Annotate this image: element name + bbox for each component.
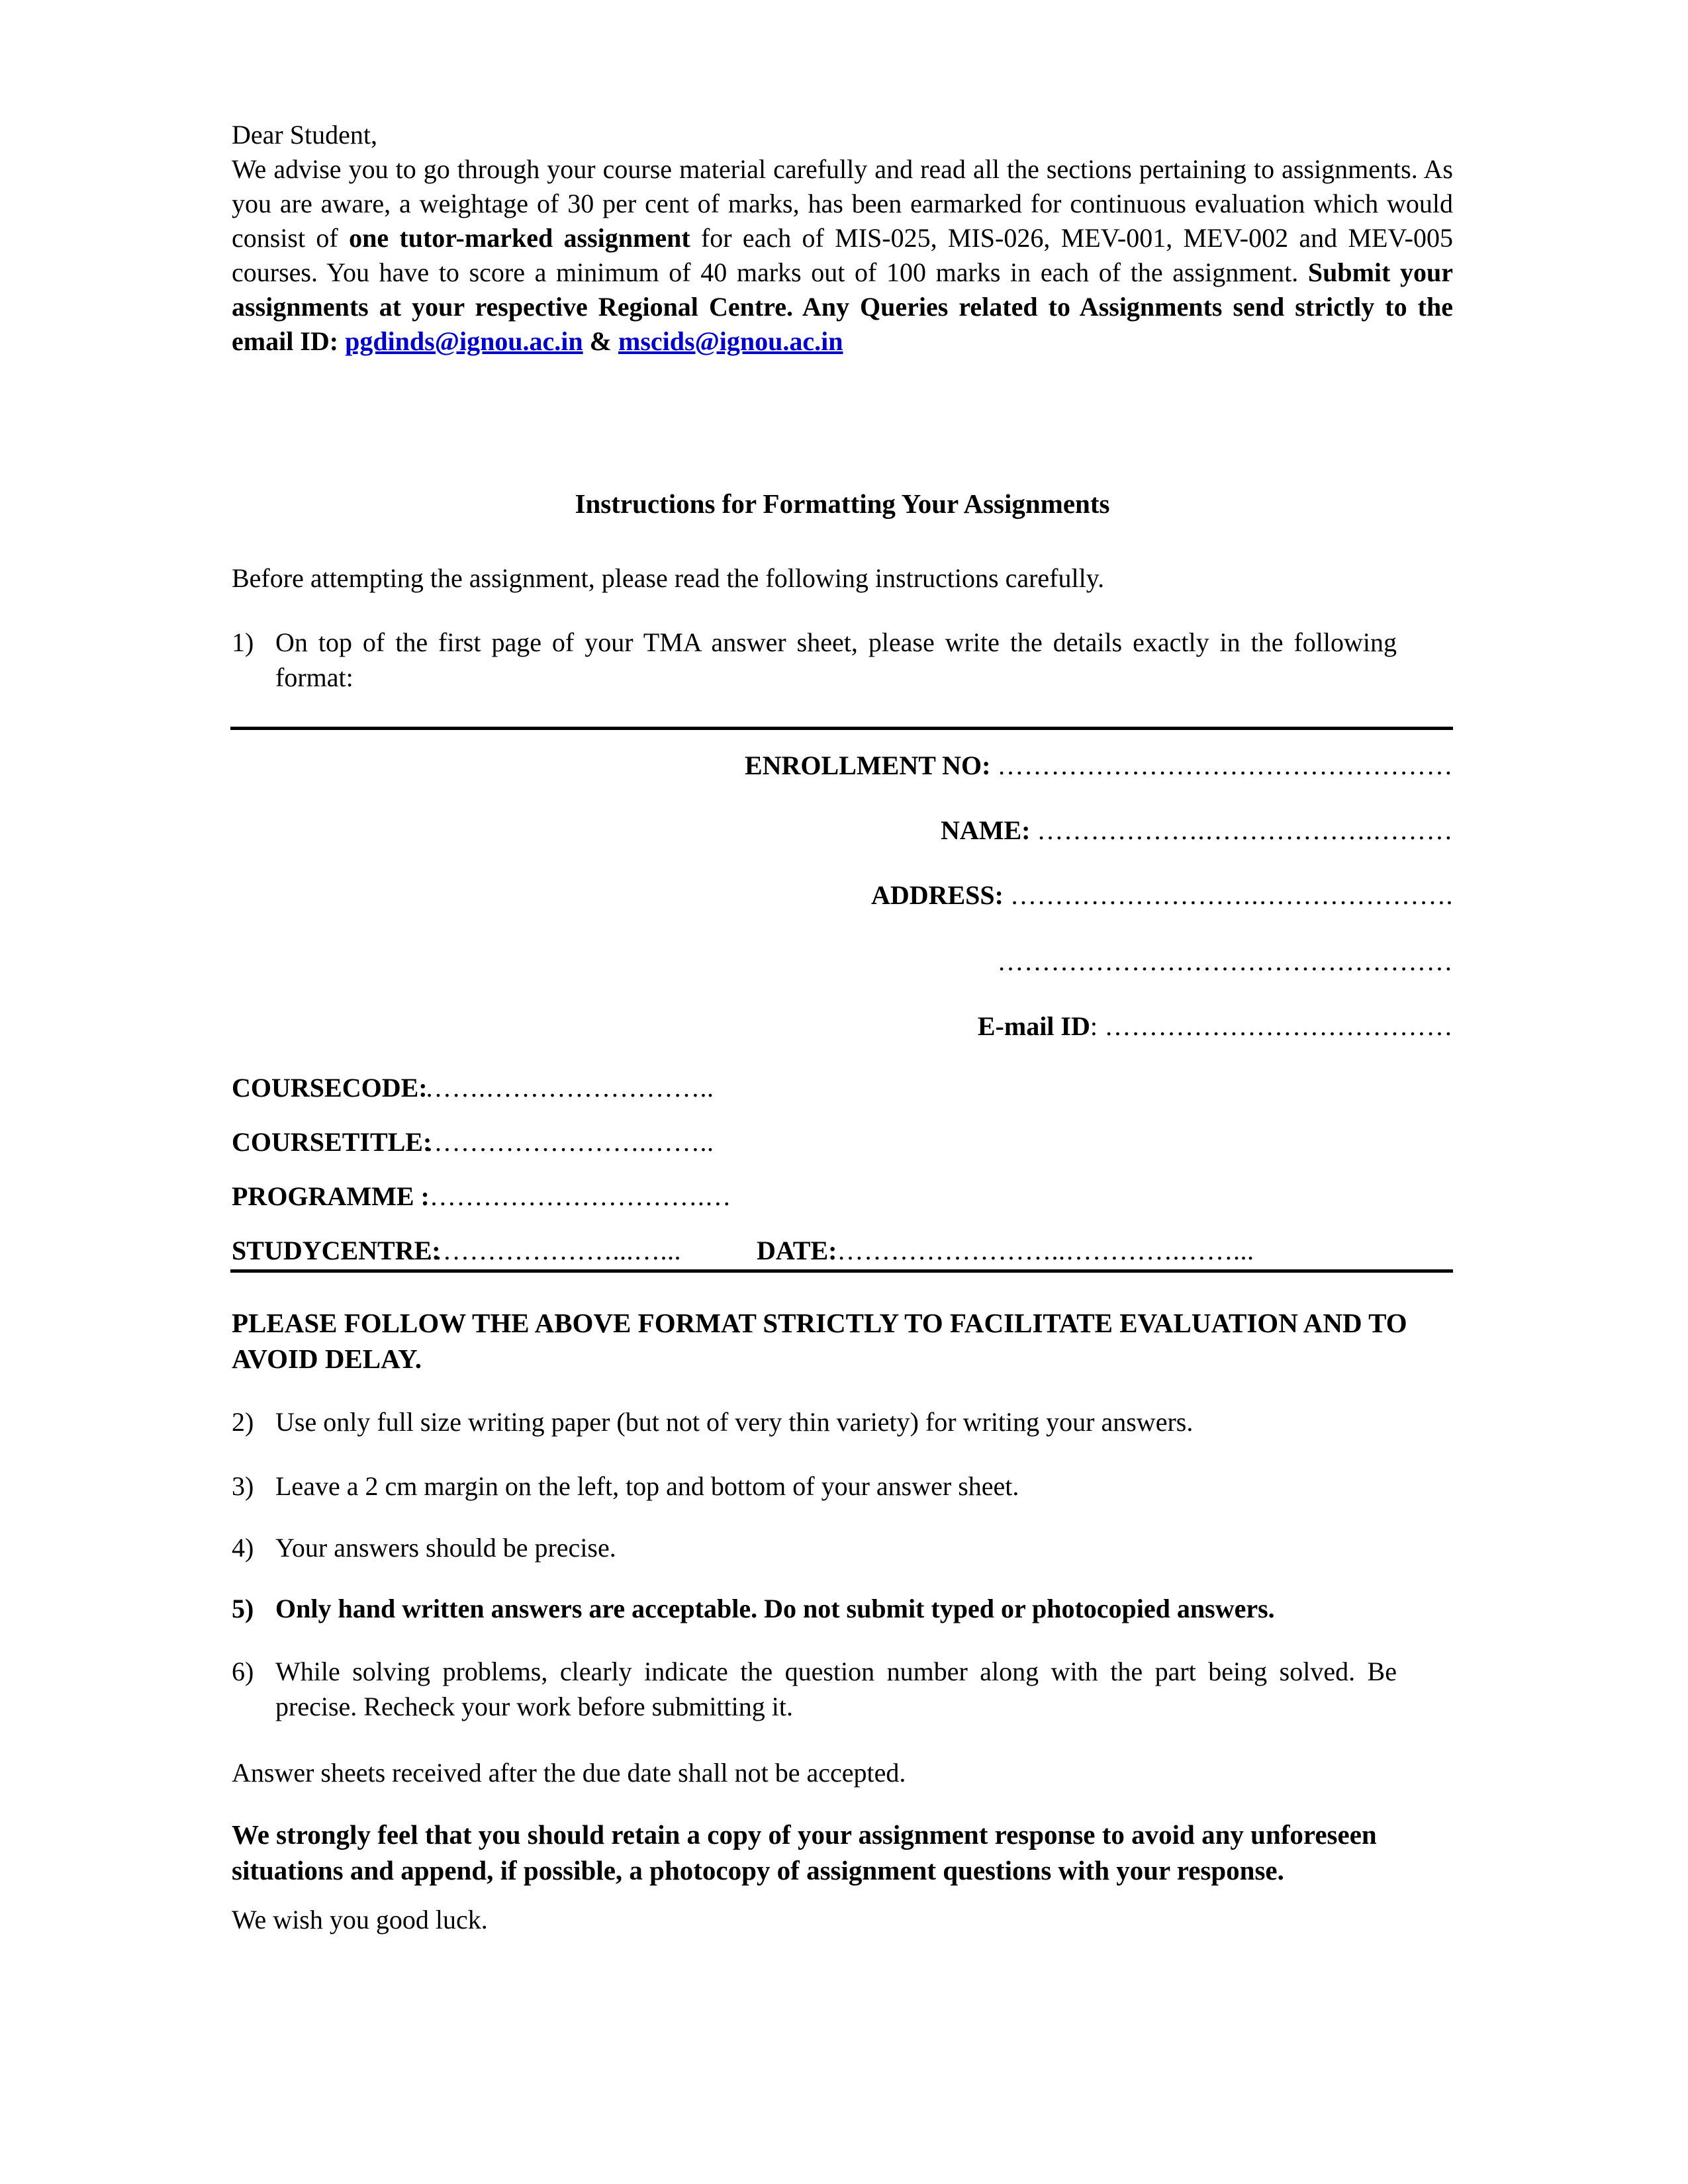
intro-text-part2: for each of MIS-025, MIS-026, MEV-001, MEV-002 and MEV-005 courses. You have to score a minimum of 40 marks out of 100 marks in each of the assignment. (232, 223, 1454, 287)
intro-letter (232, 118, 1453, 359)
email-link-pgdinds[interactable]: pgdinds@ignou.ac.in (345, 326, 583, 356)
field-label-name: NAME: (940, 815, 1031, 845)
field-label-course-code: COURSECODE: (232, 1073, 428, 1103)
intro-paragraph (232, 152, 1453, 359)
late-submission-note: Answer sheets received after the due date shall not be accepted. (232, 1758, 906, 1788)
field-label-date: DATE: (757, 1236, 837, 1265)
list-item-text: On top of the first page of your TMA answer sheet, please write the details exactly in the following format: (275, 627, 1397, 692)
field-label-enrollment-no: ENROLLMENT NO: (744, 751, 991, 780)
form-top-rule (230, 727, 1453, 730)
field-course-title (232, 1126, 714, 1158)
field-label-programme: PROGRAMME : (232, 1181, 430, 1211)
list-item (232, 1655, 1397, 1725)
list-item-marker: 2) (232, 1407, 254, 1437)
list-item-marker: 4) (232, 1533, 254, 1563)
field-dots-address[interactable]: ……………………….…………………. (1010, 880, 1453, 910)
format-warning-notice: PLEASE FOLLOW THE ABOVE FORMAT STRICTLY TO FACILITATE EVALUATION AND TO AVOID DELAY. (232, 1308, 1407, 1375)
intro-bold-submit: Submit your assignments at your respective Regional Centre. Any Queries related to Assignments send strictly to the email ID: (232, 257, 1454, 356)
intro-text-part1: We advise you to go through your course material carefully and read all the sections pertaining to assignments. As you are aware, a weightage of 30 per cent of marks, has been earmarked for continuous evaluation which would consist of (232, 154, 1453, 253)
field-label-address: ADDRESS: (870, 880, 1004, 910)
list-item-text: Only hand written answers are acceptable. Do not submit typed or photocopied answers. (275, 1594, 1275, 1623)
field-address (871, 880, 1453, 911)
list-item (232, 1469, 1423, 1504)
field-dots-date[interactable]: ……………………..………….……... (837, 1236, 1254, 1265)
before-attempting-note: Before attempting the assignment, please read the following instructions carefully. (232, 563, 1105, 593)
list-item-marker: 6) (232, 1657, 254, 1686)
list-item-text: Use only full size writing paper (but not of very thin variety) for writing your answers. (275, 1407, 1194, 1437)
field-email-separator: : (1090, 1011, 1098, 1041)
list-item-marker: 3) (232, 1471, 254, 1501)
list-item (232, 1531, 1423, 1566)
field-dots-programme[interactable]: ………………………….… (429, 1181, 731, 1211)
field-dots-email-id[interactable]: ………………………………… (1104, 1011, 1453, 1041)
list-item (232, 1405, 1423, 1440)
field-dots-name[interactable]: ……………….……………….……… (1037, 815, 1453, 845)
field-dots-course-title[interactable]: …………………….…….. (425, 1127, 714, 1157)
field-dots-study-centre[interactable]: …………………...…... (425, 1236, 681, 1265)
field-dots-address-line2[interactable]: …………………………………………… (997, 946, 1453, 976)
list-item-text: Leave a 2 cm margin on the left, top and bottom of your answer sheet. (275, 1471, 1019, 1501)
field-name (941, 815, 1453, 846)
form-bottom-rule (230, 1269, 1453, 1273)
field-study-centre-and-date (232, 1235, 1254, 1266)
list-item-marker: 5) (232, 1594, 254, 1623)
field-enrollment-no (745, 750, 1453, 781)
retain-copy-note: We strongly feel that you should retain a copy of your assignment response to avoid any unforeseen situations and append, if possible, a photocopy of assignment questions with your response. (232, 1819, 1377, 1886)
intro-bold-tutor-marked: one tutor-marked assignment (349, 223, 690, 253)
good-luck-note: We wish you good luck. (232, 1905, 488, 1934)
list-item-text: Your answers should be precise. (275, 1533, 616, 1563)
field-label-email-id: E-mail ID (977, 1011, 1090, 1041)
field-label-study-centre: STUDYCENTRE: (232, 1236, 441, 1265)
email-ampersand: & (583, 326, 618, 356)
field-course-code (232, 1072, 714, 1103)
salutation: Dear Student, (232, 120, 377, 150)
field-label-course-title: COURSETITLE: (232, 1127, 432, 1157)
field-programme (232, 1181, 731, 1212)
list-item-marker: 1) (232, 627, 254, 657)
list-item (232, 1592, 1423, 1627)
field-address-line2 (998, 946, 1454, 977)
email-link-mscids[interactable]: mscids@ignou.ac.in (618, 326, 843, 356)
list-item-text: While solving problems, clearly indicate the question number along with the part being solved. Be precise. Recheck your work before submitting it. (275, 1657, 1397, 1721)
page-title: Instructions for Formatting Your Assignments (575, 488, 1110, 519)
list-item (232, 625, 1397, 696)
field-dots-course-code[interactable]: …….…………………….. (425, 1073, 714, 1103)
field-dots-enrollment-no[interactable]: …………………………………………… (997, 751, 1453, 780)
field-email-id (978, 1011, 1453, 1042)
